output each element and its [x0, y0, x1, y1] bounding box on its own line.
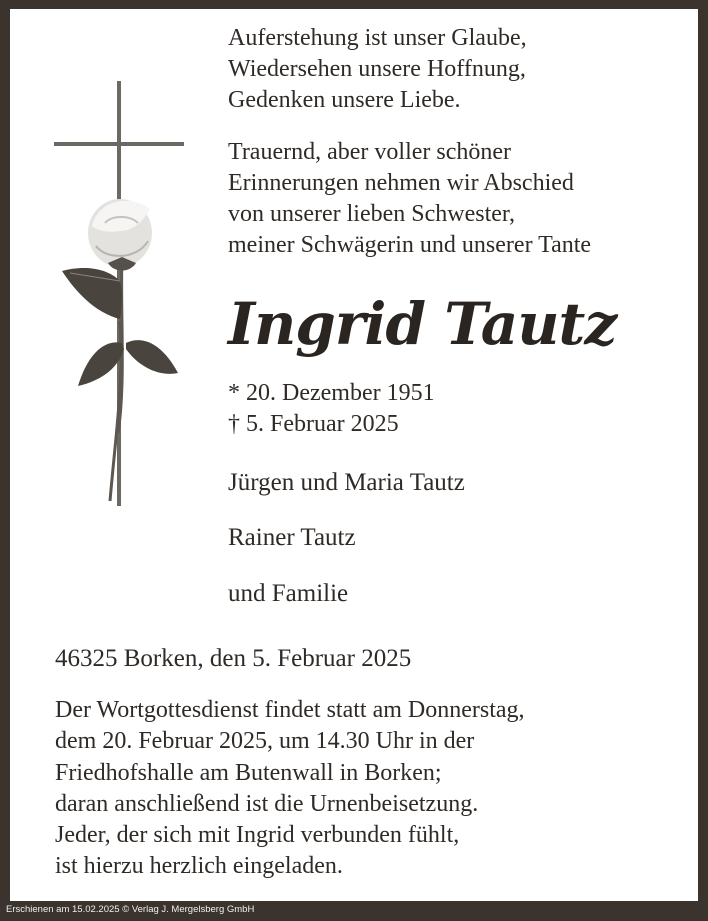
intro-line: Erinnerungen nehmen wir Abschied: [228, 170, 574, 196]
life-dates: [228, 378, 435, 440]
cross-rose-motif: [50, 81, 190, 521]
obituary-card: [10, 9, 698, 901]
birth-date: * 20. Dezember 1951: [228, 380, 435, 406]
mourner-name: Jürgen und Maria Tautz: [228, 469, 465, 496]
motto-line: Wiedersehen unsere Hoffnung,: [228, 56, 526, 82]
mourner-name: Rainer Tautz: [228, 524, 356, 551]
intro-line: Trauernd, aber voller schöner: [228, 139, 512, 165]
service-line: Friedhofshalle am Butenwall in Borken;: [55, 759, 442, 786]
intro-text: [228, 137, 591, 261]
intro-line: von unserer lieben Schwester,: [228, 201, 515, 227]
service-info: [55, 695, 525, 883]
service-line: daran anschließend ist die Urnenbeisetzung.: [55, 790, 479, 817]
motto-line: Gedenken unsere Liebe.: [228, 87, 461, 113]
service-line: dem 20. Februar 2025, um 14.30 Uhr in der: [55, 728, 475, 755]
service-line: Der Wortgottesdienst findet statt am Donnerstag,: [55, 697, 525, 723]
motto-verse: [228, 23, 527, 116]
intro-line: meiner Schwägerin und unserer Tante: [228, 232, 592, 258]
mourner-name: und Familie: [228, 580, 349, 607]
publication-footer: Erschienen am 15.02.2025 © Verlag J. Mergelsberg GmbH: [6, 904, 255, 915]
motto-line: Auferstehung ist unser Glaube,: [228, 25, 527, 51]
place-date: 46325 Borken, den 5. Februar 2025: [55, 645, 412, 672]
service-line: ist hierzu herzlich eingeladen.: [55, 853, 343, 880]
death-date: † 5. Februar 2025: [228, 411, 399, 437]
service-line: Jeder, der sich mit Ingrid verbunden fühlt,: [55, 822, 460, 849]
deceased-name: Ingrid Tautz: [228, 290, 617, 358]
